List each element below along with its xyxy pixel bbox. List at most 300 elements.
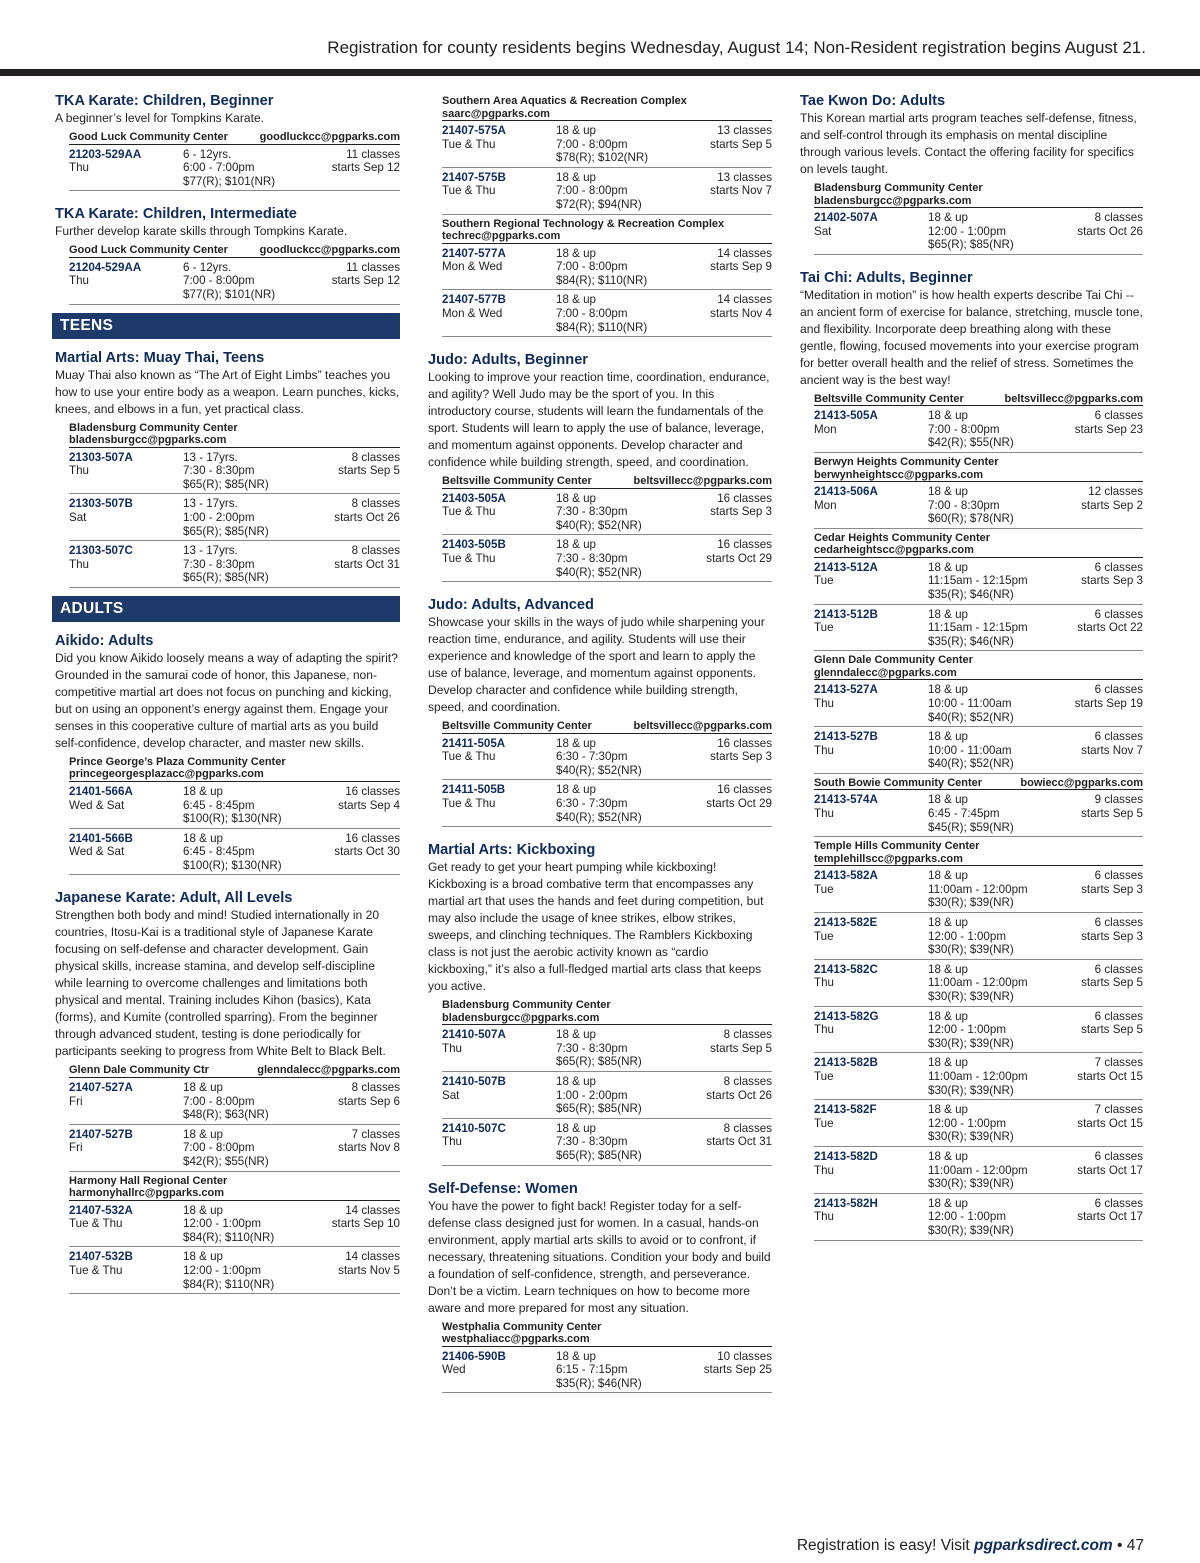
course-days: Tue (814, 929, 834, 943)
course-cell (814, 793, 928, 834)
location-name: Bladensburg Community Center (442, 999, 611, 1012)
schedule-cell (334, 832, 400, 873)
class-count: 6 classes (1094, 730, 1143, 744)
course-days: Mon (814, 498, 837, 512)
course-code[interactable]: 21410-507B (442, 1075, 506, 1089)
course-cell (814, 1150, 928, 1191)
class-count: 8 classes (723, 1121, 772, 1135)
schedule-cell (338, 1250, 400, 1291)
course-time: 7:00 - 8:30pm (928, 498, 1000, 512)
course-cell (442, 538, 556, 579)
start-date: starts Sep 3 (710, 750, 772, 764)
schedule-cell (334, 497, 400, 538)
location-email[interactable]: beltsvillecc@pgparks.com (633, 475, 772, 488)
course-code[interactable]: 21411-505B (442, 783, 506, 797)
location-name: Bladensburg Community Center (814, 182, 983, 194)
start-date: starts Sep 9 (710, 260, 772, 274)
start-date: starts Sep 25 (703, 1363, 772, 1377)
start-date: starts Sep 5 (1081, 976, 1143, 990)
start-date: starts Nov 8 (338, 1141, 400, 1155)
course-fee: $40(R); $52(NR) (556, 763, 642, 777)
start-date: starts Oct 30 (334, 845, 400, 859)
column-3 (800, 92, 1143, 1241)
program-title: Judo: Adults, Beginner (428, 352, 588, 369)
course-cell (442, 247, 556, 288)
details-cell (928, 1056, 1077, 1097)
class-listing-row (814, 482, 1143, 529)
course-code[interactable]: 21413-582H (814, 1196, 878, 1210)
course-code[interactable]: 21406-590B (442, 1349, 506, 1363)
course-time: 12:00 - 1:00pm (928, 1023, 1006, 1037)
schedule-cell (332, 261, 400, 302)
course-days: Tue & Thu (442, 184, 496, 198)
details-cell (928, 1150, 1077, 1191)
details-cell (556, 171, 710, 212)
course-code[interactable]: 21410-507A (442, 1028, 506, 1042)
course-cell (442, 492, 556, 533)
location-email[interactable]: bladensburgcc@pgparks.com (814, 194, 972, 207)
program-title: Tai Chi: Adults, Beginner (800, 269, 973, 286)
program-section (55, 205, 400, 304)
schedule-cell (710, 171, 772, 212)
program-title: Martial Arts: Kickboxing (428, 842, 596, 859)
course-cell (814, 1197, 928, 1238)
course-code[interactable]: 21413-574A (814, 793, 878, 807)
location-header (442, 717, 772, 734)
location-name: Beltsville Community Center (814, 392, 964, 405)
course-code[interactable]: 21413-582G (814, 1009, 879, 1023)
program-description: Strengthen both body and mind! Studied internationally in 20 countries, Itosu-Kai is a traditional style of Japanese Karate focusing on self-defense and character development. Gain physical skills, increase stamina, and develop self-discipline while learning to overcome challenges and limitations both physical and mental. Training includes Kihon (basics), Kata (forms), and Kumite (controlled sparring). From the beginner through advanced student, testing is done periodically for participants seeking to progress from White Belt to Black Belt. (55, 908, 386, 1059)
location-email[interactable]: goodluckcc@pgparks.com (259, 244, 400, 257)
course-code[interactable]: 21407-527B (69, 1127, 133, 1141)
class-listing-row (442, 168, 772, 215)
location-name: Glenn Dale Community Center (814, 654, 973, 667)
course-code[interactable]: 21407-575A (442, 124, 506, 137)
class-count: 13 classes (717, 170, 772, 184)
course-cell (69, 261, 183, 302)
schedule-cell (1077, 1197, 1143, 1238)
location-header (69, 753, 400, 782)
location-email[interactable]: harmonyhallrc@pgparks.com (69, 1187, 224, 1200)
course-age: 18 & up (928, 211, 968, 224)
location-name: Beltsville Community Center (442, 475, 592, 488)
course-code[interactable]: 21410-507C (442, 1121, 506, 1135)
class-listing-row (69, 1125, 400, 1172)
course-age: 18 & up (183, 1080, 223, 1094)
details-cell (183, 1081, 338, 1122)
course-cell (442, 783, 556, 824)
program-section (55, 349, 400, 588)
course-age: 18 & up (928, 1196, 968, 1210)
class-count: 8 classes (351, 544, 400, 558)
details-cell (183, 451, 338, 492)
location-email[interactable]: bowiecc@pgparks.com (1020, 776, 1143, 789)
course-days: Thu (69, 557, 89, 571)
location-email[interactable]: princegeorgesplazacc@pgparks.com (69, 768, 264, 781)
course-code[interactable]: 21407-577B (442, 293, 506, 307)
class-listing-row (814, 727, 1143, 774)
location-email[interactable]: beltsvillecc@pgparks.com (1004, 392, 1143, 405)
details-cell (928, 793, 1081, 834)
course-code[interactable]: 21407-577A (442, 246, 506, 260)
class-listing-row (814, 1053, 1143, 1100)
location-header (814, 453, 1143, 482)
details-cell (928, 485, 1081, 526)
start-date: starts Sep 3 (710, 505, 772, 519)
location-name: Prince George’s Plaza Community Center (69, 755, 286, 768)
course-code[interactable]: 21407-527A (69, 1080, 133, 1094)
course-cell (814, 485, 928, 526)
class-count: 12 classes (1088, 485, 1143, 499)
course-fee: $84(R); $110(NR) (183, 1277, 275, 1291)
program-description: This Korean martial arts program teaches self-defense, fitness, and self-control through its emphasis on mental discipline through various levels. Contact the offering facility for specifics on levels taught. (800, 111, 1137, 176)
course-cell (442, 737, 556, 778)
details-cell (928, 963, 1081, 1004)
details-cell (556, 247, 710, 288)
location-header (814, 651, 1143, 680)
course-code[interactable]: 21413-582D (814, 1149, 878, 1163)
course-days: Tue (814, 1069, 834, 1083)
course-cell (69, 1081, 183, 1122)
schedule-cell (1081, 561, 1143, 602)
course-fee: $35(R); $46(NR) (928, 634, 1014, 648)
course-code[interactable]: 21413-527B (814, 730, 878, 744)
location-header (69, 419, 400, 448)
course-age: 18 & up (183, 784, 223, 798)
course-age: 18 & up (556, 1121, 596, 1135)
schedule-cell (1077, 1103, 1143, 1144)
location-email[interactable]: techrec@pgparks.com (442, 230, 561, 243)
section-gap (800, 255, 1143, 269)
start-date: starts Oct 29 (706, 552, 772, 565)
location-name: Harmony Hall Regional Center (69, 1174, 228, 1187)
schedule-cell (1077, 1150, 1143, 1191)
details-cell (928, 1103, 1077, 1144)
start-date: starts Sep 19 (1074, 697, 1143, 710)
program-description: Get ready to get your heart pumping while kickboxing! Kickboxing is a broad combative term that encompasses any martial art that uses the hands and feet during competition, but may also include the usage of knee strikes, elbow strikes, sweeps, and clinching techniques. The Ramblers Kickboxing class is not just the aerobic activity known as “cardio kickboxing,” it’s also a full-fledged martial arts class that keeps you active. (428, 860, 764, 994)
course-fee: $30(R); $39(NR) (928, 990, 1014, 1003)
course-code[interactable]: 21401-566A (69, 784, 133, 798)
course-age: 18 & up (928, 607, 968, 621)
course-code[interactable]: 21407-575B (442, 170, 506, 184)
course-cell (69, 497, 183, 538)
schedule-cell (338, 1128, 400, 1169)
program-description: You have the power to fight back! Register today for a self-defense class designed just for women. In a casual, hands-on environment, apply martial arts skills to avoid or to confront, if necessary, threatening situations. Condition your body and build a foundation of self-confidence, strength, and perseverance. Don’t be a victim. Learn techniques on how to become more aware and more prepared for most any situation. (428, 1198, 771, 1315)
location-header (69, 1061, 400, 1078)
class-count: 13 classes (717, 124, 772, 137)
details-cell (556, 1075, 706, 1116)
program-description: Muay Thai also known as “The Art of Eight Limbs” teaches you how to use your entire body as a weapon. Learn punches, kicks, knees, and elbows in a fun, yet practical class. (55, 367, 400, 416)
course-days: Tue & Thu (69, 1263, 123, 1277)
program-title: Judo: Adults, Advanced (428, 597, 594, 614)
location-header (442, 215, 772, 244)
start-date: starts Oct 29 (706, 797, 772, 811)
start-date: starts Sep 5 (338, 464, 400, 478)
location-email[interactable]: beltsvillecc@pgparks.com (633, 720, 772, 733)
location-email[interactable]: westphaliacc@pgparks.com (442, 1333, 590, 1346)
course-age: 18 & up (928, 962, 968, 976)
course-days: Tue & Thu (442, 137, 496, 151)
location-email[interactable]: templehillscc@pgparks.com (814, 852, 963, 865)
location-header (814, 390, 1143, 407)
program-section (55, 92, 400, 191)
course-age: 18 & up (183, 1250, 223, 1264)
schedule-cell (1081, 963, 1143, 1004)
header-rule (0, 69, 1200, 76)
course-cell (814, 409, 928, 450)
schedule-cell (1081, 793, 1143, 834)
course-days: Tue & Thu (442, 552, 496, 565)
course-time: 6:45 - 7:45pm (928, 807, 1000, 821)
course-time: 7:00 - 8:00pm (928, 422, 1000, 436)
course-fee: $35(R); $46(NR) (556, 1376, 642, 1390)
details-cell (183, 544, 334, 585)
class-count: 6 classes (1094, 916, 1143, 930)
section-gap (55, 191, 400, 205)
course-age: 18 & up (556, 1075, 596, 1089)
course-fee: $65(R); $85(NR) (183, 571, 269, 585)
course-code[interactable]: 21303-507B (69, 497, 133, 511)
course-code[interactable]: 21402-507A (814, 211, 878, 224)
program-title: Aikido: Adults (55, 632, 154, 649)
course-cell (442, 1028, 556, 1069)
location-email[interactable]: bladensburgcc@pgparks.com (69, 434, 227, 447)
start-date: starts Sep 23 (1074, 422, 1143, 436)
start-date: starts Nov 5 (338, 1263, 400, 1277)
course-days: Tue (814, 574, 834, 588)
course-code[interactable]: 21413-527A (814, 683, 878, 697)
course-code[interactable]: 21413-512A (814, 560, 878, 574)
course-cell (69, 1204, 183, 1245)
class-count: 14 classes (345, 1203, 400, 1217)
course-time: 7:30 - 8:30pm (556, 505, 628, 519)
course-days: Thu (814, 1023, 834, 1037)
course-age: 18 & up (183, 1127, 223, 1141)
course-age: 18 & up (556, 246, 596, 260)
course-fee: $42(R); $55(NR) (183, 1154, 269, 1168)
schedule-cell (1077, 608, 1143, 649)
start-date: starts Sep 5 (710, 137, 772, 151)
program-description: Showcase your skills in the ways of judo while sharpening your reaction time, endurance, and agility. Students will use their experience and knowledge of the sport and learn to apply the use of balance, leverage, and momentum against opponents. Develop character and confidence while building strength, speed, and coordination. (428, 615, 765, 715)
location-name: Cedar Heights Community Center (814, 531, 991, 544)
course-code[interactable]: 21303-507C (69, 544, 133, 558)
course-code[interactable]: 21204-529AA (69, 260, 142, 274)
location-email[interactable]: glenndalecc@pgparks.com (814, 666, 957, 679)
course-age: 18 & up (928, 1149, 968, 1163)
course-days: Sat (814, 224, 832, 238)
start-date: starts Oct 26 (706, 1088, 772, 1102)
column-2 (428, 92, 772, 1393)
course-code[interactable]: 21413-582F (814, 1103, 877, 1117)
course-fee: $84(R); $110(NR) (556, 273, 648, 287)
location-name: Good Luck Community Center (69, 131, 228, 143)
course-age: 18 & up (556, 124, 596, 137)
schedule-cell (338, 451, 400, 492)
course-fee: $40(R); $52(NR) (556, 565, 642, 579)
class-listing-row (69, 448, 400, 495)
class-listing-row (814, 866, 1143, 913)
course-time: 11:00am - 12:00pm (928, 976, 1028, 990)
schedule-cell (706, 1122, 772, 1163)
course-days: Wed & Sat (69, 798, 125, 812)
course-fee: $65(R); $85(NR) (556, 1102, 642, 1116)
start-date: starts Sep 4 (338, 798, 400, 812)
program-section (428, 1180, 772, 1394)
course-age: 18 & up (556, 293, 596, 307)
start-date: starts Sep 5 (1081, 807, 1143, 821)
course-code[interactable]: 21203-529AA (69, 147, 142, 161)
class-listing-row (442, 734, 772, 781)
course-days: Tue & Thu (442, 797, 496, 811)
class-count: 8 classes (1094, 211, 1143, 224)
course-age: 18 & up (928, 485, 968, 499)
course-days: Tue & Thu (69, 1217, 123, 1231)
schedule-cell (338, 785, 400, 826)
location-email[interactable]: saarc@pgparks.com (442, 107, 550, 120)
course-cell (69, 1250, 183, 1291)
course-cell (814, 608, 928, 649)
course-age: 18 & up (928, 683, 968, 697)
location-header (442, 1318, 772, 1347)
course-fee: $40(R); $52(NR) (556, 518, 642, 532)
class-listing-row (442, 489, 772, 536)
section-gap (428, 827, 772, 841)
course-code[interactable]: 21407-532B (69, 1250, 133, 1264)
course-code[interactable]: 21413-582B (814, 1056, 878, 1070)
location-email[interactable]: berwynheightscc@pgparks.com (814, 468, 984, 481)
course-age: 18 & up (556, 538, 596, 552)
details-cell (183, 785, 338, 826)
course-time: 12:00 - 1:00pm (928, 1210, 1006, 1224)
details-cell (928, 608, 1077, 649)
class-listing-row (442, 121, 772, 168)
schedule-cell (1081, 869, 1143, 910)
course-code[interactable]: 21401-566B (69, 831, 133, 845)
course-code[interactable]: 21413-582C (814, 962, 878, 976)
course-time: 6:00 - 7:00pm (183, 161, 255, 175)
course-cell (442, 1350, 556, 1391)
course-age: 18 & up (928, 730, 968, 744)
course-age: 18 & up (183, 831, 223, 845)
course-code[interactable]: 21403-505A (442, 491, 506, 505)
class-listing-row (69, 1247, 400, 1294)
schedule-cell (710, 124, 772, 165)
class-listing-row (69, 145, 400, 192)
course-fee: $77(R); $101(NR) (183, 287, 276, 301)
course-age: 13 - 17yrs. (183, 497, 238, 511)
class-count: 7 classes (351, 1127, 400, 1141)
location-email[interactable]: cedarheightscc@pgparks.com (814, 544, 974, 557)
class-listing-row (814, 1007, 1143, 1054)
course-fee: $30(R); $39(NR) (928, 896, 1014, 910)
course-age: 18 & up (928, 560, 968, 574)
location-email[interactable]: glenndalecc@pgparks.com (257, 1064, 400, 1077)
class-count: 6 classes (1094, 683, 1143, 697)
class-listing-row (814, 1147, 1143, 1194)
class-listing-row (814, 913, 1143, 960)
course-days: Thu (69, 161, 89, 175)
column-1 (55, 92, 400, 1294)
location-name: Good Luck Community Center (69, 244, 228, 257)
location-header (69, 1172, 400, 1201)
course-age: 13 - 17yrs. (183, 544, 238, 558)
course-time: 7:30 - 8:30pm (556, 1041, 628, 1055)
course-fee: $100(R); $130(NR) (183, 858, 282, 872)
course-fee: $60(R); $78(NR) (928, 512, 1014, 526)
program-description: A beginner’s level for Tompkins Karate. (55, 111, 265, 125)
course-days: Thu (814, 697, 834, 710)
start-date: starts Oct 22 (1077, 621, 1143, 635)
course-code[interactable]: 21407-532A (69, 1203, 133, 1217)
start-date: starts Sep 6 (338, 1094, 400, 1108)
course-days: Thu (442, 1041, 462, 1055)
location-email[interactable]: goodluckcc@pgparks.com (259, 131, 400, 143)
course-days: Thu (814, 976, 834, 990)
class-count: 8 classes (723, 1075, 772, 1089)
class-count: 6 classes (1094, 1009, 1143, 1023)
details-cell (556, 124, 710, 165)
schedule-cell (710, 492, 772, 533)
course-code[interactable]: 21413-582A (814, 869, 878, 883)
program-section (428, 351, 772, 582)
class-count: 6 classes (1094, 869, 1143, 883)
course-code[interactable]: 21303-507A (69, 450, 133, 464)
course-cell (814, 916, 928, 957)
schedule-cell (1077, 1056, 1143, 1097)
course-code[interactable]: 21411-505A (442, 736, 506, 750)
section-gap (428, 337, 772, 351)
location-email[interactable]: bladensburgcc@pgparks.com (442, 1011, 600, 1024)
start-date: starts Sep 5 (710, 1041, 772, 1055)
course-fee: $30(R); $39(NR) (928, 1177, 1014, 1191)
schedule-cell (1075, 409, 1143, 450)
program-section (55, 632, 400, 876)
program-description: Looking to improve your reaction time, coordination, endurance, and agility? Well Judo may be the sport of you. In this introductory course, students will learn the fundamentals of the sport. Students will learn to apply the use of balance, leverage, and momentum against opponents. Develop character and confidence while building strength, speed, and coordination. (428, 370, 770, 470)
course-code[interactable]: 21413-512B (814, 607, 878, 621)
course-code[interactable]: 21413-505A (814, 409, 878, 423)
location-name: Westphalia Community Center (442, 1320, 602, 1333)
details-cell (556, 1028, 710, 1069)
class-count: 11 classes (346, 260, 400, 274)
class-listing-row (814, 790, 1143, 837)
course-code[interactable]: 21403-505B (442, 538, 506, 552)
course-fee: $42(R); $55(NR) (928, 436, 1014, 450)
start-date: starts Oct 15 (1077, 1069, 1143, 1083)
course-days: Thu (442, 1135, 462, 1149)
website-link[interactable]: pgparksdirect.com (974, 1537, 1113, 1554)
class-count: 9 classes (1094, 793, 1143, 807)
course-days: Thu (814, 1210, 834, 1224)
course-cell (442, 1075, 556, 1116)
page-number: • 47 (1112, 1537, 1144, 1554)
start-date: starts Oct 17 (1077, 1163, 1143, 1177)
course-code[interactable]: 21413-582E (814, 916, 878, 930)
class-listing-row (814, 605, 1143, 652)
details-cell (183, 1250, 338, 1291)
section-gap (428, 582, 772, 596)
start-date: starts Sep 12 (331, 161, 400, 175)
page-footer (797, 1537, 1144, 1555)
details-cell (928, 211, 1077, 252)
class-count: 16 classes (345, 831, 400, 845)
course-code[interactable]: 21413-506A (814, 485, 878, 499)
class-count: 16 classes (717, 736, 772, 750)
course-age: 18 & up (183, 1203, 223, 1217)
course-days: Tue & Thu (442, 505, 496, 519)
course-time: 1:00 - 2:00pm (183, 510, 255, 524)
course-age: 13 - 17yrs. (183, 450, 238, 464)
program-section (428, 841, 772, 1165)
